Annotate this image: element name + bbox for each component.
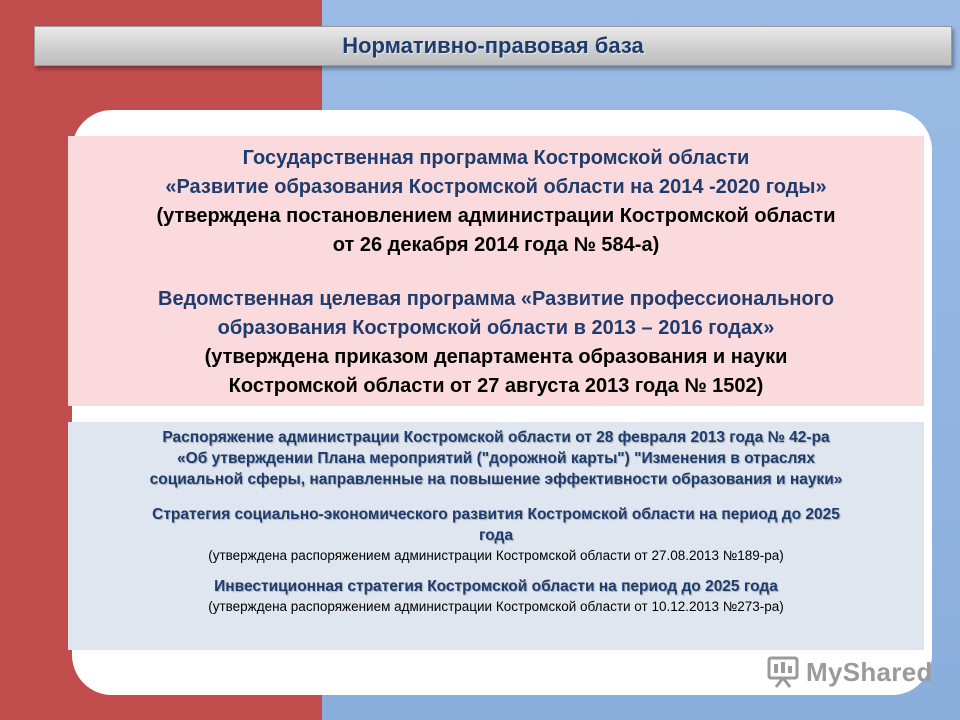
program2-approval: (утверждена приказом департамента образования и науки bbox=[204, 346, 788, 368]
doc1-line1: Распоряжение администрации Костромской области от 28 февраля 2013 года № 42-ра bbox=[162, 429, 830, 446]
program2-title: Ведомственная целевая программа «Развитие профессионального bbox=[158, 288, 834, 310]
program1-name: «Развитие образования Костромской области на 2014 -2020 годы» bbox=[165, 176, 827, 198]
title-bar bbox=[34, 26, 952, 66]
doc1-line2: «Об утверждении Плана мероприятий ("дорожной карты") "Изменения в отраслях bbox=[177, 450, 815, 467]
spacer bbox=[68, 490, 924, 504]
program1-approval-date: от 26 декабря 2014 года № 584-а) bbox=[332, 234, 660, 256]
presentation-icon bbox=[766, 655, 800, 689]
page-title: Нормативно-правовая база bbox=[342, 33, 644, 58]
doc2-line1: Стратегия социально-экономического развития Костромской области на период до 2025 bbox=[152, 506, 840, 523]
doc2-line2: года bbox=[479, 527, 513, 544]
doc3-line1: Инвестиционная стратегия Костромской области на период до 2025 года bbox=[214, 578, 778, 595]
doc2-note: (утверждена распоряжением администрации Костромской области от 27.08.2013 №189-ра) bbox=[208, 548, 784, 563]
program1-title: Государственная программа Костромской области bbox=[242, 147, 750, 169]
programs-block bbox=[68, 136, 924, 406]
doc1-line3: социальной сферы, направленные на повышение эффективности образования и науки» bbox=[149, 471, 843, 488]
documents-block bbox=[68, 422, 924, 650]
doc3-note: (утверждена распоряжением администрации Костромской области от 10.12.2013 №273-ра) bbox=[208, 599, 784, 614]
program2-name: образования Костромской области в 2013 – 2016 годах» bbox=[217, 317, 775, 339]
myshared-logo[interactable] bbox=[766, 654, 933, 690]
program2-approval-date: Костромской области от 27 августа 2013 года № 1502) bbox=[228, 375, 764, 397]
spacer bbox=[68, 260, 924, 285]
program1-approval: (утверждена постановлением администрации Костромской области bbox=[156, 205, 836, 227]
logo-text: MyShared bbox=[806, 656, 933, 687]
spacer bbox=[68, 566, 924, 576]
